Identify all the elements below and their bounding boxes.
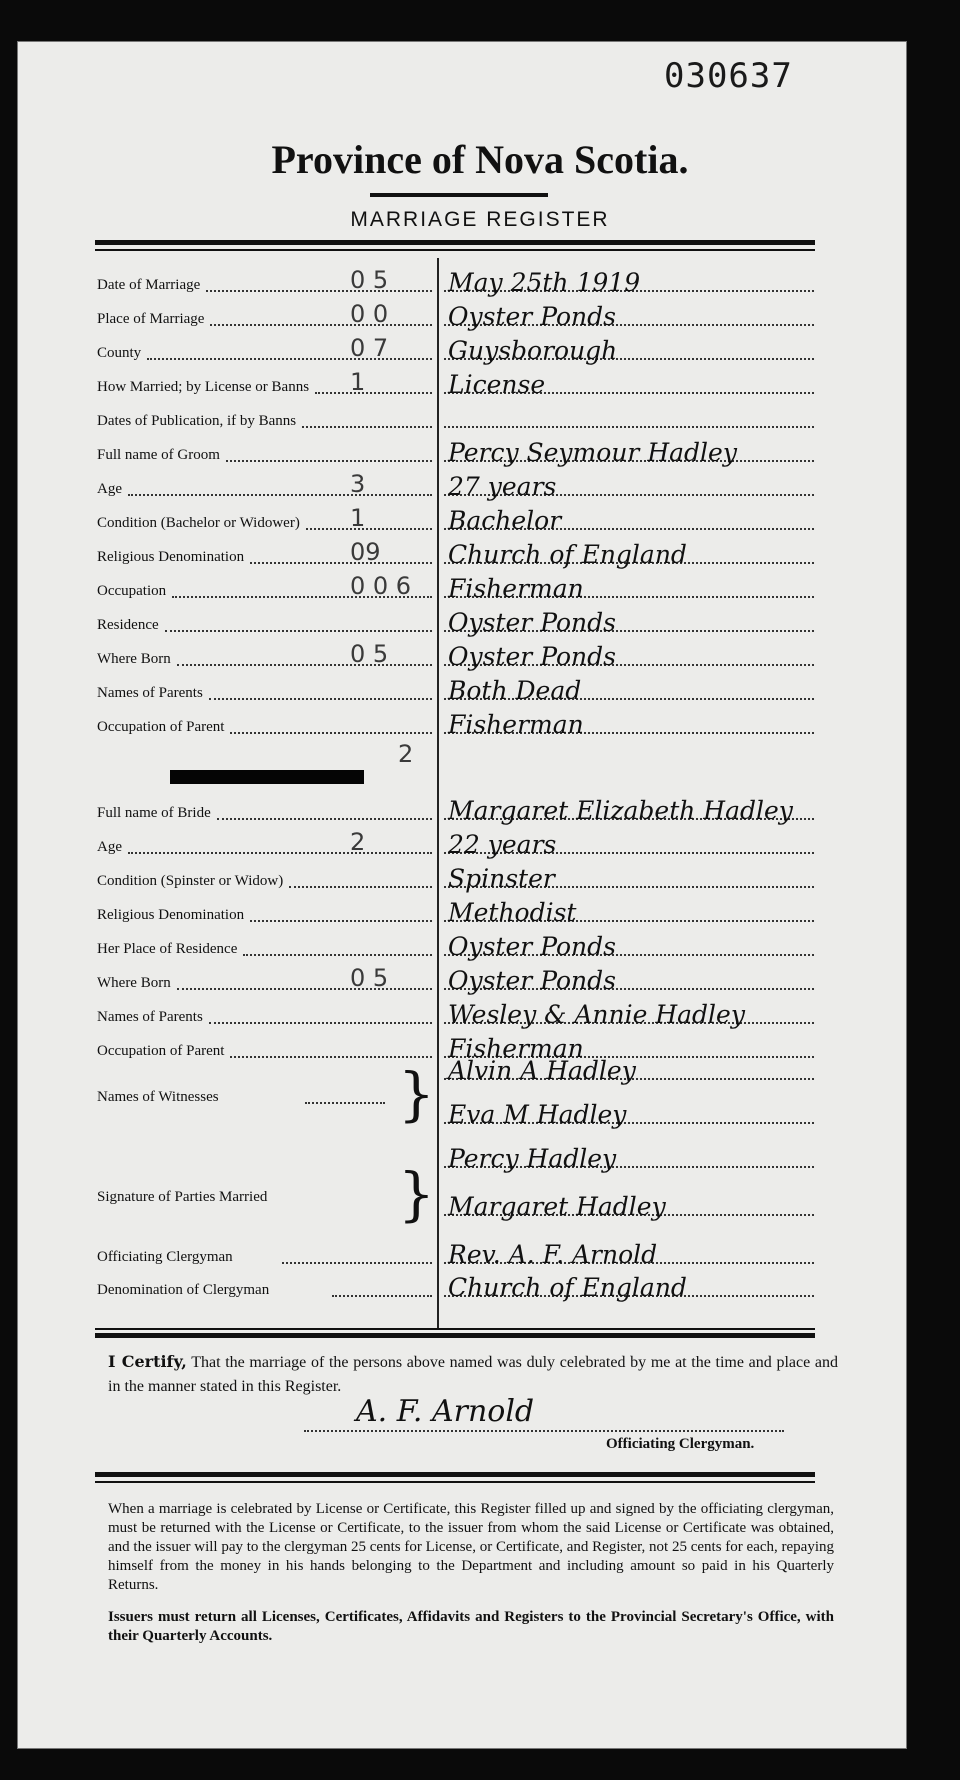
field-code: 1 xyxy=(350,368,366,396)
witnesses-brace: } xyxy=(398,1060,435,1128)
form-row xyxy=(0,404,960,434)
parties-brace: } xyxy=(398,1160,435,1228)
form-row xyxy=(0,898,960,928)
field-value: Percy Seymour Hadley xyxy=(448,438,737,467)
clergy-row xyxy=(0,1240,960,1270)
form-row xyxy=(0,830,960,860)
leader-dots xyxy=(250,920,432,922)
signature-caption: Officiating Clergyman. xyxy=(606,1436,755,1452)
clergy-denomination-row xyxy=(0,1273,960,1303)
certify-body: That the marriage of the persons above named was duly celebrated by me at the time and place and in the manner stated in this Register. xyxy=(108,1354,838,1395)
field-value: Church of England xyxy=(448,540,687,569)
field-value: Spinster xyxy=(448,864,555,893)
field-label: Residence xyxy=(97,617,159,633)
title-rule xyxy=(370,193,548,197)
field-value: Oyster Ponds xyxy=(448,932,616,961)
field-code: 09 xyxy=(350,538,381,566)
leader-dots xyxy=(177,988,432,990)
certification-text xyxy=(108,1350,838,1399)
leader-dots xyxy=(282,1262,432,1264)
leader-dots xyxy=(289,886,432,888)
field-value: License xyxy=(448,370,546,399)
form-row xyxy=(0,540,960,570)
leader-dots xyxy=(306,528,432,530)
leader-dots xyxy=(243,954,432,956)
field-value: Bachelor xyxy=(448,506,562,535)
field-label: Where Born xyxy=(97,651,171,667)
field-label: Age xyxy=(97,839,122,855)
field-label: Place of Marriage xyxy=(97,311,205,327)
witness-line-2 xyxy=(0,1100,960,1130)
certify-rule xyxy=(95,1333,815,1338)
leader-dots xyxy=(226,460,432,462)
field-label: Full name of Bride xyxy=(97,805,211,821)
leader-dots xyxy=(147,358,432,360)
form-row xyxy=(0,796,960,826)
parties-label: Signature of Parties Married xyxy=(97,1189,268,1205)
leader-dots xyxy=(206,290,432,292)
leader-dots xyxy=(217,818,432,820)
leader-dots xyxy=(210,324,432,326)
clergy-denomination-label: Denomination of Clergyman xyxy=(97,1282,270,1298)
field-code: 0 0 xyxy=(350,300,389,328)
form-row xyxy=(0,710,960,740)
field-value: Oyster Ponds xyxy=(448,608,616,637)
form-row xyxy=(0,642,960,672)
province-title: Province of Nova Scotia. xyxy=(271,137,689,182)
form-row xyxy=(0,574,960,604)
leader-dots xyxy=(128,494,432,496)
clergy-value: Rev. A. F. Arnold xyxy=(448,1240,658,1269)
signature-line xyxy=(304,1430,784,1432)
witness-line-1 xyxy=(0,1056,960,1086)
field-value: Margaret Elizabeth Hadley xyxy=(448,796,793,825)
serial-number: 030637 xyxy=(664,56,793,96)
certify-rule-thin xyxy=(95,1328,815,1330)
field-label: Condition (Spinster or Widow) xyxy=(97,873,284,889)
leader-dots xyxy=(165,630,432,632)
form-row xyxy=(0,608,960,638)
field-label: Her Place of Residence xyxy=(97,941,238,957)
form-row xyxy=(0,1000,960,1030)
field-code: 0 5 xyxy=(350,964,389,992)
field-code: 2 xyxy=(350,828,366,856)
field-label: Names of Parents xyxy=(97,1009,203,1025)
form-row xyxy=(0,336,960,366)
notes-rule-thin xyxy=(95,1481,815,1483)
field-label: Religious Denomination xyxy=(97,549,245,565)
register-subtitle: MARRIAGE REGISTER xyxy=(350,208,610,231)
leader-dots xyxy=(332,1295,432,1297)
form-row xyxy=(0,966,960,996)
field-label: Religious Denomination xyxy=(97,907,245,923)
entry-line xyxy=(444,426,814,428)
issuers-note: Issuers must return all Licenses, Certificates, Affidavits and Registers to the Provincial Secretary's Office, with their Quarterly Accounts. xyxy=(108,1609,834,1644)
field-value: Fisherman xyxy=(448,1034,584,1063)
form-row xyxy=(0,864,960,894)
field-code: 0 5 xyxy=(350,640,389,668)
field-label: Where Born xyxy=(97,975,171,991)
field-value: Fisherman xyxy=(448,710,584,739)
header-rule-thin xyxy=(95,249,815,251)
leader-dots xyxy=(128,852,432,854)
field-code: 0 5 xyxy=(350,266,389,294)
form-row xyxy=(0,438,960,468)
certify-heading: I Certify, xyxy=(108,1352,187,1371)
field-value: 22 years xyxy=(448,830,557,859)
clergy-signature: A. F. Arnold xyxy=(356,1394,535,1429)
field-value: Oyster Ponds xyxy=(448,302,616,331)
field-value: Wesley & Annie Hadley xyxy=(448,1000,745,1029)
party-signature: Percy Hadley xyxy=(448,1144,617,1173)
field-label: County xyxy=(97,345,142,361)
form-row xyxy=(0,268,960,298)
field-value: Both Dead xyxy=(448,676,582,705)
party-line-2 xyxy=(0,1192,960,1222)
form-row xyxy=(0,370,960,400)
form-row xyxy=(0,676,960,706)
leader-dots xyxy=(302,426,432,428)
form-row xyxy=(0,302,960,332)
field-value: Fisherman xyxy=(448,574,584,603)
field-label: Condition (Bachelor or Widower) xyxy=(97,515,300,531)
leader-dots xyxy=(177,664,432,666)
leader-dots xyxy=(209,698,432,700)
instructions-note: When a marriage is celebrated by License or Certificate, this Register filled up and signed by the officiating clergyman, must be returned with the License or Certificate, to the issuer from whom the said License or Certificate was obtained, and the issuer will pay to the clergyman 25 cents for License, or Certificate, and Register, not 25 cents for each, repaying himself from the money in his hands belonging to the Department and including amount so paid in his Quarterly Returns. xyxy=(108,1501,834,1593)
leader-dots xyxy=(315,392,432,394)
form-row xyxy=(0,472,960,502)
field-code: 3 xyxy=(350,470,366,498)
leader-dots xyxy=(230,732,432,734)
field-code: 0 7 xyxy=(350,334,389,362)
header-rule xyxy=(95,240,815,245)
field-code: 1 xyxy=(350,504,366,532)
field-value: Oyster Ponds xyxy=(448,642,616,671)
field-value: May 25th 1919 xyxy=(448,268,641,297)
clergy-label: Officiating Clergyman xyxy=(97,1249,233,1265)
witnesses-label: Names of Witnesses xyxy=(97,1089,219,1105)
field-value: Guysborough xyxy=(448,336,618,365)
field-value: Oyster Ponds xyxy=(448,966,616,995)
separator-code: 2 xyxy=(398,740,414,768)
field-label: Dates of Publication, if by Banns xyxy=(97,413,297,429)
form-row xyxy=(0,506,960,536)
field-label: Full name of Groom xyxy=(97,447,220,463)
field-label: Occupation xyxy=(97,583,167,599)
field-label: How Married; by License or Banns xyxy=(97,379,310,395)
witness-name: Eva M Hadley xyxy=(448,1100,627,1129)
party-line-1 xyxy=(0,1144,960,1174)
field-label: Names of Parents xyxy=(97,685,203,701)
form-row xyxy=(0,932,960,962)
leader-dots xyxy=(209,1022,432,1024)
section-separator-bar xyxy=(170,770,364,784)
field-code: 0 0 6 xyxy=(350,572,412,600)
field-label: Occupation of Parent xyxy=(97,719,225,735)
field-label: Date of Marriage xyxy=(97,277,201,293)
leader-dots xyxy=(250,562,432,564)
field-value: Methodist xyxy=(448,898,577,927)
field-label: Occupation of Parent xyxy=(97,1043,225,1059)
witness-name: Alvin A Hadley xyxy=(448,1056,636,1085)
party-signature: Margaret Hadley xyxy=(448,1192,666,1221)
field-value: 27 years xyxy=(448,472,557,501)
field-label: Age xyxy=(97,481,122,497)
clergy-denomination-value: Church of England xyxy=(448,1273,687,1302)
notes-rule xyxy=(95,1472,815,1477)
